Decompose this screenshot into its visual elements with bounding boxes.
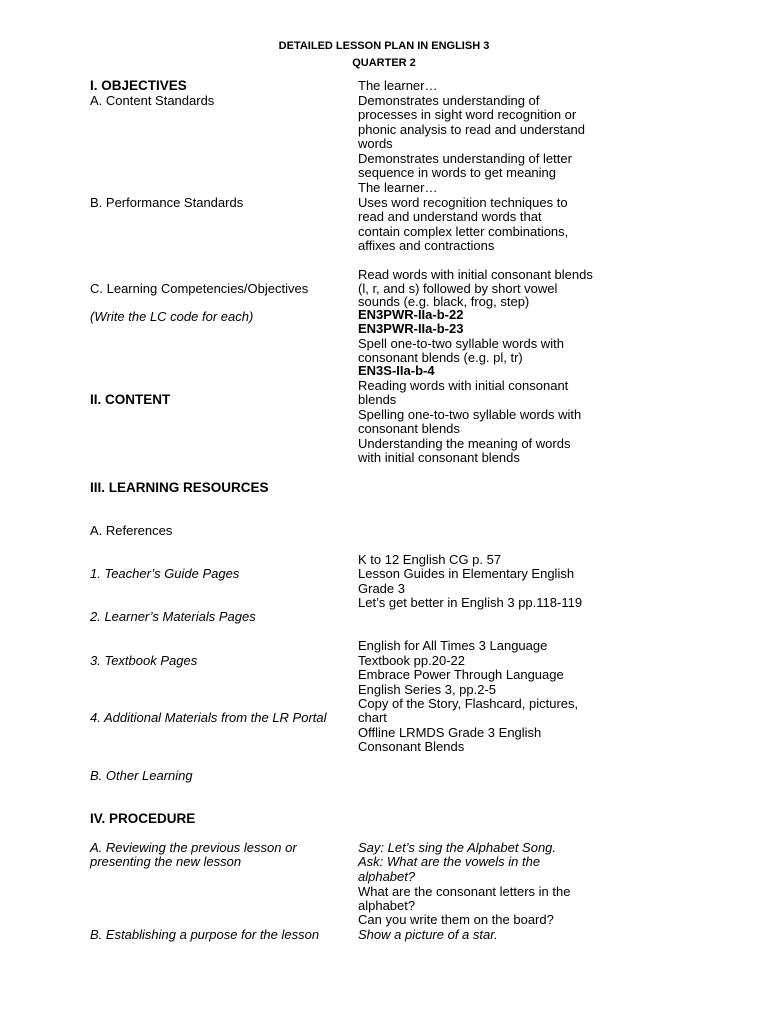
review-line: alphabet? [358,869,416,884]
teachers-guide-label: 1. Teacher’s Guide Pages [90,566,240,581]
performance-standards-line: Uses word recognition techniques to [358,195,568,210]
content-heading: II. CONTENT [90,392,171,407]
review-label: A. Reviewing the previous lesson or [90,840,297,855]
competency-line: (l, r, and s) followed by short vowel [358,281,558,296]
competency-line: Spell one-to-two syllable words with [358,336,564,351]
performance-standards-line: The learner… [358,180,438,195]
performance-standards-line: affixes and contractions [358,238,495,253]
content-standards-line: processes in sight word recognition or [358,107,577,122]
review-line: alphabet? [358,898,416,913]
learners-materials-label: 2. Learner’s Materials Pages [90,609,256,624]
teachers-guide-line: Grade 3 [358,581,405,596]
competency-line: sounds (e.g. black, frog, step) [358,294,530,309]
content-standards-line: The learner… [358,78,438,93]
performance-standards-line: contain complex letter combinations, [358,224,569,239]
objectives-heading: I. OBJECTIVES [90,78,187,93]
textbook-label: 3. Textbook Pages [90,653,198,668]
resources-heading: III. LEARNING RESOURCES [90,480,269,495]
content-standards-line: Demonstrates understanding of letter [358,151,572,166]
review-line: Can you write them on the board? [358,912,554,927]
review-line: Say: Let’s sing the Alphabet Song. [358,840,557,855]
lc-code: EN3PWR-IIa-b-22 [358,307,464,322]
competency-line: Read words with initial consonant blends [358,267,593,282]
additional-materials-label: 4. Additional Materials from the LR Portal [90,710,327,725]
additional-line: chart [358,710,387,725]
lc-code-note: (Write the LC code for each) [90,309,254,324]
purpose-label: B. Establishing a purpose for the lesson [90,927,320,942]
content-standards-line: words [358,136,393,151]
textbook-line: Textbook pp.20-22 [358,653,465,668]
teachers-guide-line: Lesson Guides in Elementary English [358,566,575,581]
purpose-line: Show a picture of a star. [358,927,498,942]
additional-line: Copy of the Story, Flashcard, pictures, [358,696,579,711]
review-label: presenting the new lesson [90,854,242,869]
content-standards-label: A. Content Standards [90,93,215,108]
additional-line: Offline LRMDS Grade 3 English [358,725,542,740]
content-line: Reading words with initial consonant [358,378,569,393]
competencies-label: C. Learning Competencies/Objectives [90,281,309,296]
performance-standards-label: B. Performance Standards [90,195,244,210]
references-label: A. References [90,523,173,538]
performance-standards-line: read and understand words that [358,209,542,224]
teachers-guide-line: Let’s get better in English 3 pp.118-119 [358,595,583,610]
content-standards-line: Demonstrates understanding of [358,93,540,108]
content-standards-line: sequence in words to get meaning [358,165,557,180]
content-line: with initial consonant blends [358,450,520,465]
lc-code: EN3S-IIa-b-4 [358,363,435,378]
content-line: consonant blends [358,421,460,436]
procedure-heading: IV. PROCEDURE [90,811,196,826]
textbook-line: Embrace Power Through Language [358,667,564,682]
quarter-label: QUARTER 2 [352,57,416,69]
textbook-line: English Series 3, pp.2-5 [358,682,497,697]
content-line: blends [358,392,397,407]
textbook-line: English for All Times 3 Language [358,638,548,653]
review-line: Ask: What are the vowels in the [358,854,541,869]
other-learning-label: B. Other Learning [90,768,193,783]
content-line: Spelling one-to-two syllable words with [358,407,582,422]
lc-code: EN3PWR-IIa-b-23 [358,321,464,336]
teachers-guide-line: K to 12 English CG p. 57 [358,552,502,567]
content-standards-line: phonic analysis to read and understand [358,122,585,137]
content-line: Understanding the meaning of words [358,436,571,451]
review-line: What are the consonant letters in the [358,884,571,899]
competency-line: consonant blends (e.g. pl, tr) [358,350,523,365]
additional-line: Consonant Blends [358,739,465,754]
document-title: DETAILED LESSON PLAN IN ENGLISH 3 [278,40,490,52]
